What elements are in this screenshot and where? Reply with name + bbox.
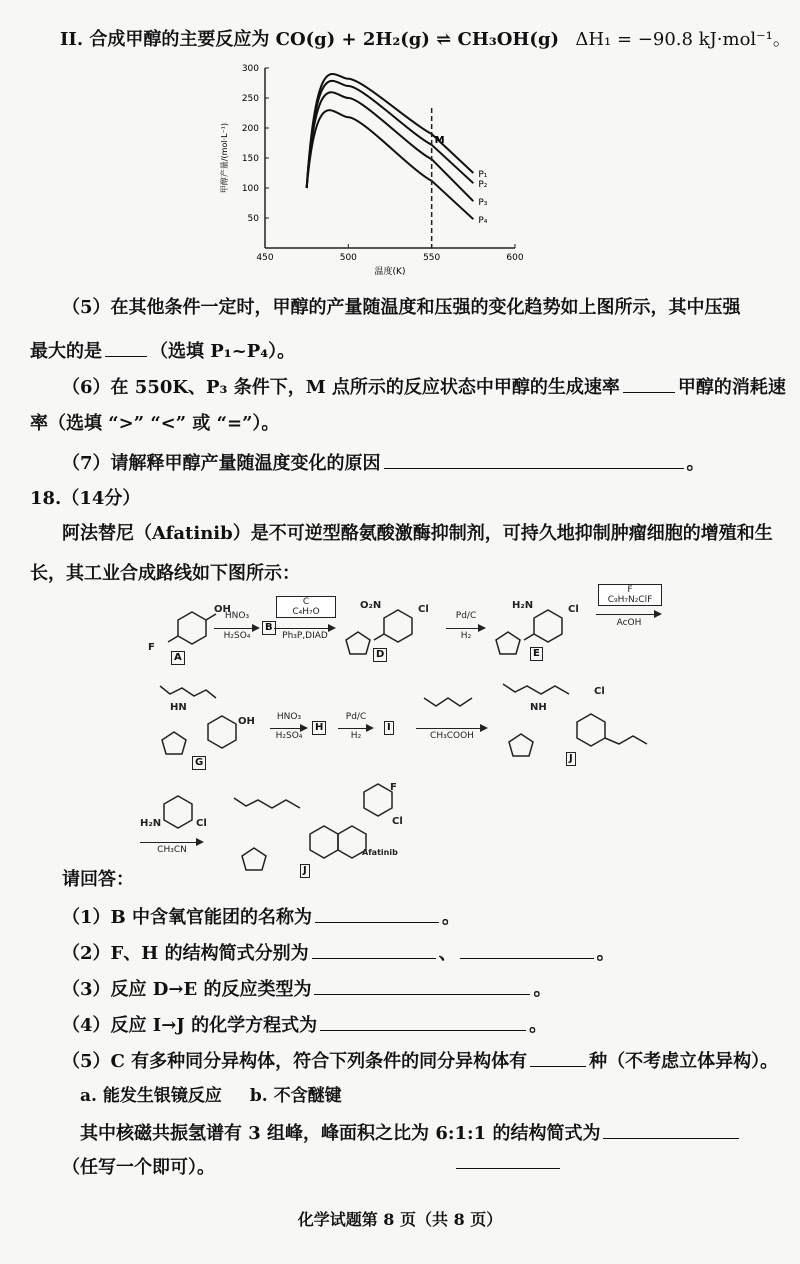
G-oh-label: OH bbox=[238, 716, 255, 727]
r6-top: Pd/C bbox=[345, 712, 367, 722]
a3-blank[interactable] bbox=[314, 976, 530, 995]
r4-bot: AcOH bbox=[616, 618, 642, 628]
E-h2n-label: H₂N bbox=[512, 600, 534, 611]
a4-blank[interactable] bbox=[320, 1012, 526, 1031]
answer-5-line3: （任写一个即可）。 bbox=[62, 1157, 215, 1178]
a3-text: （3）反应 D→E 的反应类型为 bbox=[62, 979, 312, 1000]
a5-text: （5）C 有多种同分异构体，符合下列条件的同分异构体有 bbox=[62, 1051, 528, 1072]
q6-answer-blank[interactable] bbox=[623, 374, 675, 393]
condition-b: b. 不含醚键 bbox=[249, 1086, 342, 1106]
J-cl-label: Cl bbox=[594, 686, 605, 697]
y-tick-label: 50 bbox=[247, 214, 259, 224]
q7-line bbox=[62, 450, 705, 476]
c-box-top: C bbox=[302, 597, 310, 607]
series-line-p1 bbox=[307, 74, 474, 188]
f-box-formula: C₉H₇N₂ClF bbox=[607, 595, 653, 605]
a2-blank-F[interactable] bbox=[312, 940, 436, 959]
arrow-I-J bbox=[416, 728, 486, 729]
answer-2 bbox=[62, 940, 615, 966]
a2-sep: 、 bbox=[438, 943, 457, 964]
q18-intro1: 阿法替尼（Afatinib）是不可逆型酪氨酸激酶抑制剂，可持久地抑制肿瘤细胞的增殖和生 bbox=[62, 523, 773, 544]
r5-top: HNO₃ bbox=[276, 712, 302, 722]
q18-header: 18.（14分） bbox=[30, 488, 141, 509]
c-reagent-box bbox=[276, 596, 336, 618]
f-reagent-box bbox=[598, 584, 662, 606]
label-B: B bbox=[262, 621, 276, 635]
label-E: E bbox=[530, 647, 543, 661]
D-o2n-label: O₂N bbox=[360, 600, 382, 611]
a1-end: 。 bbox=[442, 907, 461, 928]
q7-answer-blank[interactable] bbox=[384, 450, 684, 469]
part2-enthalpy: ΔH₁ = −90.8 kJ·mol⁻¹。 bbox=[575, 29, 791, 50]
q7-prefix: （7）请解释甲醇产量随温度变化的原因 bbox=[62, 453, 381, 474]
label-J: J bbox=[566, 752, 576, 766]
q6-suffix: 甲醇的消耗速 bbox=[677, 377, 786, 398]
compound-A bbox=[162, 598, 222, 658]
r2-bot: Ph₃P,DIAD bbox=[282, 631, 328, 641]
label-G: G bbox=[192, 756, 206, 770]
arrow-A-B bbox=[214, 628, 258, 629]
q7-end: 。 bbox=[686, 453, 705, 474]
answer-5-conditions bbox=[80, 1084, 342, 1108]
a5-line2-text: 其中核磁共振氢谱有 3 组峰，峰面积之比为 6:1:1 的结构简式为 bbox=[80, 1123, 601, 1144]
a2-blank-H[interactable] bbox=[460, 940, 594, 959]
part2-reaction: II. 合成甲醇的主要反应为 CO(g) + 2H₂(g) ⇌ CH₃OH(g) bbox=[60, 29, 560, 50]
chart-svg bbox=[215, 58, 545, 283]
c-box-bot: C₄H₇O bbox=[292, 607, 320, 617]
x-tick-label: 600 bbox=[506, 253, 524, 263]
D-cl-label: Cl bbox=[418, 604, 429, 615]
a1-blank[interactable] bbox=[315, 904, 439, 923]
part2-heading bbox=[60, 28, 791, 52]
r6-bot: H₂ bbox=[350, 731, 362, 741]
arrow-D-E bbox=[446, 628, 484, 629]
r7-bot: CH₃COOH bbox=[430, 731, 474, 741]
K-f-label: F bbox=[390, 782, 397, 793]
label-D: D bbox=[373, 648, 387, 662]
K-cl-label: Cl bbox=[392, 816, 403, 827]
answer-5-line2 bbox=[80, 1120, 742, 1146]
arrow-J-K bbox=[140, 842, 202, 843]
answer-5 bbox=[62, 1048, 778, 1074]
a5-blank[interactable] bbox=[530, 1048, 586, 1067]
r1-top: HNO₃ bbox=[224, 611, 250, 621]
r3-top: Pd/C bbox=[455, 611, 477, 621]
label-A: A bbox=[171, 651, 185, 665]
a5-end: 种（不考虑立体异构）。 bbox=[589, 1051, 779, 1072]
page-footer: 化学试题第 8 页（共 8 页） bbox=[297, 1210, 503, 1229]
y-axis-label: 甲醇产量/(mol·L⁻¹) bbox=[220, 122, 229, 194]
legend-p2: P₂ bbox=[478, 180, 488, 191]
r8-bot: CH₃CN bbox=[157, 845, 187, 855]
reagent-acid-structure bbox=[418, 680, 488, 726]
arrow-B-D bbox=[274, 628, 334, 629]
A-f-label: F bbox=[148, 642, 155, 653]
y-tick-label: 300 bbox=[241, 64, 259, 74]
x-tick-label: 500 bbox=[339, 253, 357, 263]
G-nh-label: HN bbox=[170, 702, 187, 713]
a3-end: 。 bbox=[533, 979, 552, 1000]
q5-prefix: 最大的是 bbox=[30, 341, 102, 362]
answer-3 bbox=[62, 976, 551, 1002]
r5-bot: H₂SO₄ bbox=[275, 731, 303, 741]
product-name: Afatinib bbox=[362, 848, 398, 857]
q6-line1 bbox=[62, 374, 786, 400]
q5-suffix: （选填 P₁~P₄）。 bbox=[150, 341, 296, 362]
E-cl-label: Cl bbox=[568, 604, 579, 615]
aniline-h2n-label: H₂N bbox=[140, 818, 162, 829]
y-tick-label: 100 bbox=[241, 184, 259, 194]
legend-p1: P₁ bbox=[478, 170, 488, 180]
A-oh-label: OH bbox=[214, 604, 231, 615]
answer-1 bbox=[62, 904, 460, 930]
a1-text: （1）B 中含氧官能团的名称为 bbox=[62, 907, 313, 928]
x-tick-label: 550 bbox=[423, 253, 441, 263]
r1-bot: H₂SO₄ bbox=[223, 631, 251, 641]
a2-text: （2）F、H 的结构简式分别为 bbox=[62, 943, 309, 964]
y-tick-label: 250 bbox=[241, 94, 259, 104]
point-m-label: M bbox=[434, 134, 445, 146]
arrow-E-G bbox=[596, 614, 660, 615]
arrow-H-I bbox=[338, 728, 372, 729]
y-tick-label: 150 bbox=[241, 154, 259, 164]
y-tick-label: 200 bbox=[241, 124, 259, 134]
r3-bot: H₂ bbox=[460, 631, 472, 641]
a5-structure-blank[interactable] bbox=[603, 1120, 739, 1139]
q6-line2: 率（选填 “>” “<” 或 “=”）。 bbox=[30, 413, 280, 434]
a5-extra-blank[interactable] bbox=[456, 1168, 560, 1169]
a4-end: 。 bbox=[529, 1015, 548, 1036]
aniline-cl-label: Cl bbox=[196, 818, 207, 829]
label-K: J bbox=[300, 864, 310, 878]
J-nh-label: NH bbox=[530, 702, 547, 713]
q18-intro2: 长，其工业合成路线如下图所示： bbox=[30, 563, 300, 584]
q5-answer-blank[interactable] bbox=[105, 338, 147, 357]
reagent-aniline-structure bbox=[140, 790, 210, 840]
compound-A-structure bbox=[162, 598, 222, 658]
series-line-p2 bbox=[307, 81, 474, 188]
x-axis-label: 温度(K) bbox=[374, 267, 406, 277]
q5-line1: （5）在其他条件一定时，甲醇的产量随温度和压强的变化趋势如上图所示，其中压强 bbox=[62, 297, 741, 318]
compound-J-structure bbox=[495, 670, 675, 770]
label-H: H bbox=[312, 721, 326, 735]
compound-J bbox=[495, 670, 675, 770]
answer-4 bbox=[62, 1012, 547, 1038]
a4-text: （4）反应 I→J 的化学方程式为 bbox=[62, 1015, 318, 1036]
legend-p3: P₃ bbox=[478, 198, 488, 209]
f-box-label: F bbox=[627, 585, 633, 595]
reagent-aniline bbox=[140, 790, 210, 840]
answer-prompt: 请回答： bbox=[62, 869, 134, 890]
legend-p4: P₄ bbox=[478, 216, 488, 227]
q6-prefix: （6）在 550K、P₃ 条件下，M 点所示的反应状态中甲醇的生成速率 bbox=[62, 377, 620, 398]
methanol-yield-chart bbox=[215, 58, 545, 283]
arrow-G-H bbox=[270, 728, 306, 729]
a2-end: 。 bbox=[596, 943, 615, 964]
x-tick-label: 450 bbox=[256, 253, 274, 263]
condition-a: a. 能发生银镜反应 bbox=[80, 1086, 222, 1106]
q5-line2 bbox=[30, 338, 295, 364]
label-I: I bbox=[384, 721, 394, 735]
reagent-acid bbox=[418, 680, 488, 726]
